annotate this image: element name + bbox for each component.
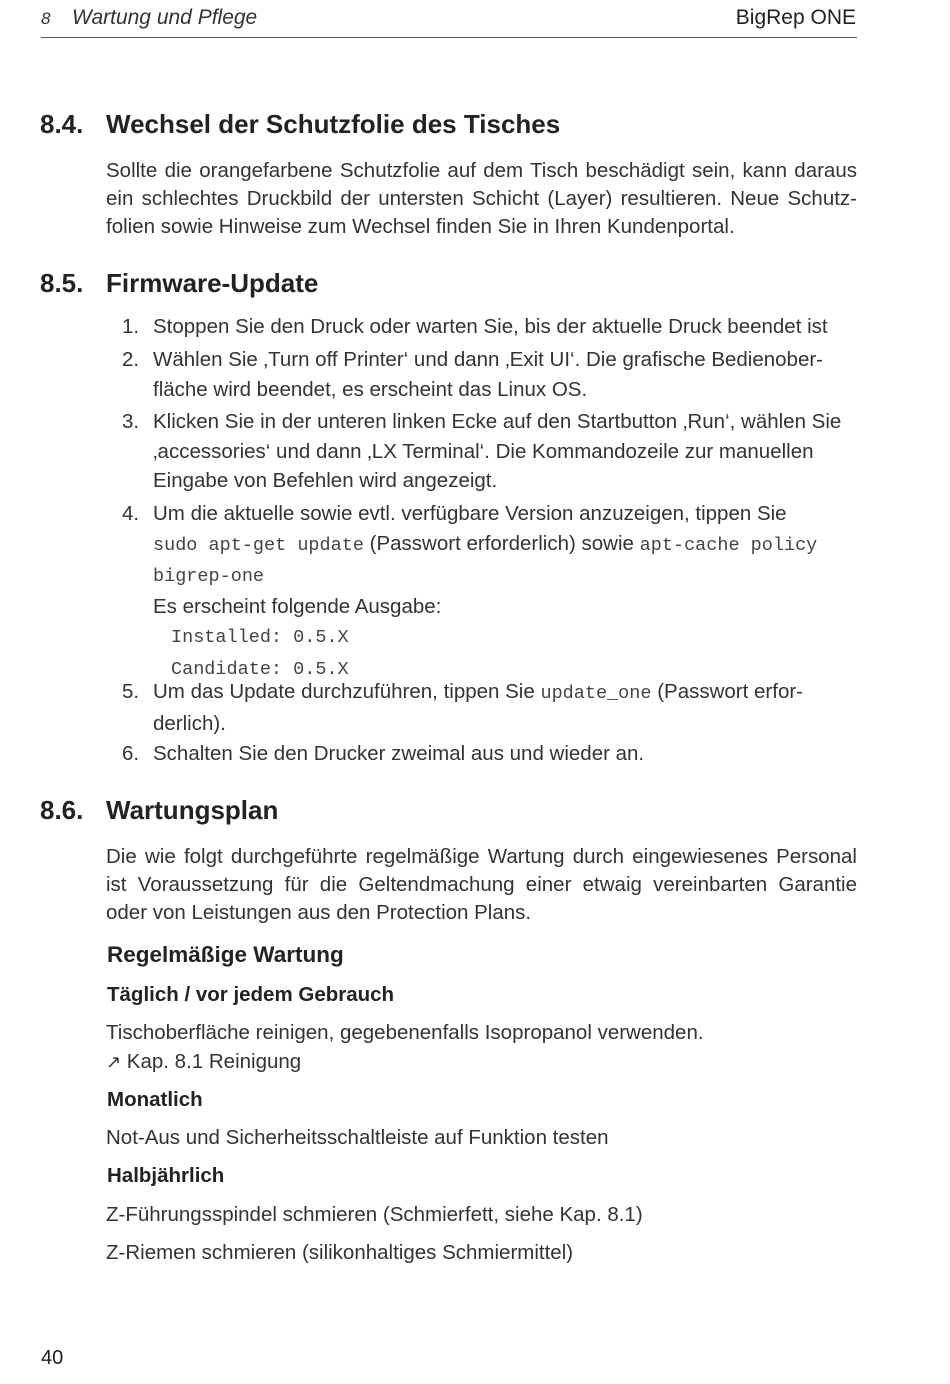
section-8-4-paragraph [106,157,857,241]
monthly-heading: Monatlich [107,1088,203,1111]
list-item [122,499,862,684]
halfyearly-task: Z-Riemen schmieren (silikonhaltiges Schmiermittel) [106,1241,574,1264]
command-apt-get-update: sudo apt-get update [153,534,364,556]
list-item [122,407,862,496]
paragraph-line: folien sowie Hinweise zum Wechsel finden Sie in Ihren Kundenportal. [106,215,735,238]
list-item-line [153,560,862,592]
header-rule [41,37,857,38]
halfyearly-task: Z-Führungsspindel schmieren (Schmierfett, siehe Kap. 8.1) [106,1203,643,1226]
paragraph-line: oder von Leistungen aus den Protection Plans. [106,901,532,924]
chapter-number: 8 [41,9,51,28]
list-item-line [153,677,862,709]
daily-reference [106,1050,301,1074]
paragraph-line: ist Voraussetzung für die Geltendmachung einer etwaig vereinbarten Garantie [106,873,857,896]
daily-task: Tischoberfläche reinigen, gegebenenfalls Isopropanol verwenden. [106,1021,704,1044]
list-item-line: Wählen Sie ‚Turn off Printer‘ und dann ‚Exit UI‘. Die grafische Bedienober- [153,348,824,371]
list-item-line: Klicken Sie in der unteren linken Ecke auf den Startbutton ‚Run‘, wählen Sie [153,410,842,433]
halfyearly-heading: Halbjährlich [107,1164,225,1187]
section-8-4-number: 8.4. [40,109,84,139]
update-text-after: (Passwort erfor- [657,680,804,703]
list-item-number: 5. [122,680,140,703]
output-intro: Es erscheint folgende Ausgabe: [153,594,442,618]
update-text-before: Um das Update durchzuführen, tippen Sie [153,680,535,703]
section-8-6-number: 8.6. [40,795,84,825]
list-item-number: 4. [122,502,140,525]
list-item [122,345,862,404]
command-apt-cache-policy: apt-cache policy [639,534,818,556]
list-item-line: derlich). [153,711,226,735]
section-8-4-title: Wechsel der Schutzfolie des Tisches [106,109,561,139]
list-item [122,312,862,342]
monthly-task: Not-Aus und Sicherheitsschaltleiste auf Funktion testen [106,1126,609,1149]
daily-heading: Täglich / vor jedem Gebrauch [107,983,395,1006]
reference-link[interactable]: Kap. 8.1 Reinigung [126,1050,302,1073]
output-candidate: Candidate: 0.5.X [171,658,349,680]
page-number: 40 [41,1347,64,1369]
list-item-number: 2. [122,348,140,371]
list-item-line: fläche wird beendet, es erscheint das Linux OS. [153,377,588,401]
section-8-5-number: 8.5. [40,268,84,298]
section-8-6-title: Wartungsplan [106,795,279,825]
section-8-6-paragraph [106,843,857,927]
section-8-5-title: Firmware-Update [106,268,319,298]
list-item-line: Um die aktuelle sowie evtl. verfügbare Version anzuzeigen, tippen Sie [153,502,787,525]
list-item-line [153,529,862,561]
list-item-number: 6. [122,742,140,765]
list-item [122,739,862,769]
chapter-title: Wartung und Pflege [72,6,258,29]
arrow-up-right-icon: ↗ [106,1052,122,1072]
output-installed: Installed: 0.5.X [171,627,349,648]
command-package-name: bigrep-one [153,566,265,587]
paragraph-line: ein schlechtes Druckbild der untersten Schicht (Layer) resultieren. Neue Schutz- [106,187,857,210]
paragraph-line: Die wie folgt durchgeführte regelmäßige Wartung durch eingewiesenes Personal [106,845,857,868]
command-update-one: update_one [540,683,652,704]
list-item-line: ‚accessories‘ und dann ‚LX Terminal‘. Die Kommandozeile zur manuellen [153,439,814,463]
list-item-line: Eingabe von Befehlen wird angezeigt. [153,469,498,492]
list-item-number: 1. [122,315,140,338]
list-item-number: 3. [122,410,140,433]
paragraph-line: Sollte die orangefarbene Schutzfolie auf dem Tisch beschädigt sein, kann daraus [106,159,857,182]
command-note: (Passwort erforderlich) sowie [369,531,634,555]
list-item-line: Stoppen Sie den Druck oder warten Sie, bis der aktuelle Druck beendet ist [153,315,828,338]
book-title: BigRep ONE [735,6,856,29]
output-line [153,621,862,653]
list-item-line: Schalten Sie den Drucker zweimal aus und wieder an. [153,742,645,765]
list-item [122,677,862,738]
maintenance-plan-title: Regelmäßige Wartung [107,942,344,967]
